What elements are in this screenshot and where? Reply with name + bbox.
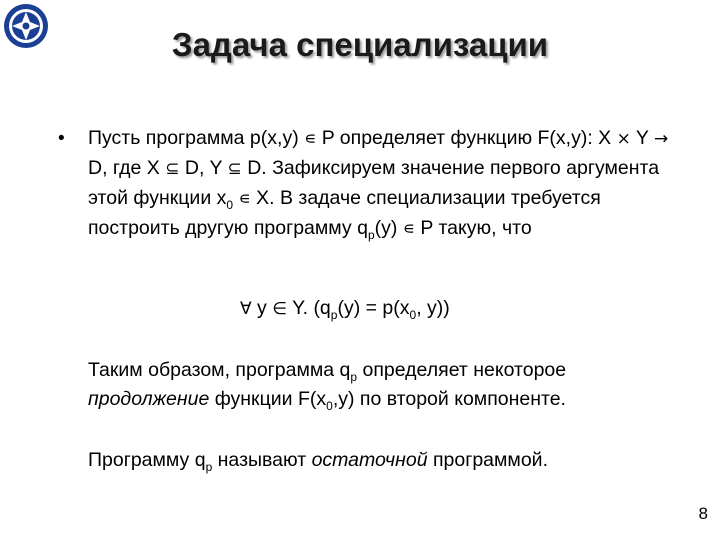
residual-program-paragraph: Программу $q_p$ называют остаточной программой. (88, 449, 548, 474)
forall-symbol: ∀ (240, 299, 252, 319)
specialization-formula: ∀ y ∈ Y. ($q_p(y) = p(x_0$, y)) (240, 297, 450, 322)
subset-symbol: ⊆ (227, 159, 242, 179)
subset-symbol: ⊆ (165, 159, 180, 179)
element-of-symbol: ∈ (272, 299, 288, 319)
element-of-symbol: ∊ (402, 219, 415, 239)
slide-title: Задача специализации (171, 26, 549, 63)
continuation-paragraph: Таким образом, программа $q_p$ определяет некоторое продолжение функции $F(x_0,y)$ по второй компоненте. (88, 359, 567, 413)
times-symbol: × (616, 129, 631, 149)
definition-paragraph: Пусть программа p(x,y) ∊ P определяет функцию F(x,y): X × Y → D, где X ⊆ D, Y ⊆ D. Зафиксируем значение первого аргумента этой функции $x_0$ ∊ X. В задаче специализации требуется построить другую программу $q_p(y)$ ∊ P такую, что (88, 127, 669, 242)
bullet-marker: • (58, 128, 65, 149)
element-of-symbol: ∊ (304, 129, 317, 149)
arrow-symbol: → (653, 129, 669, 149)
element-of-symbol: ∊ (238, 189, 251, 209)
page-number: 8 (698, 504, 708, 523)
